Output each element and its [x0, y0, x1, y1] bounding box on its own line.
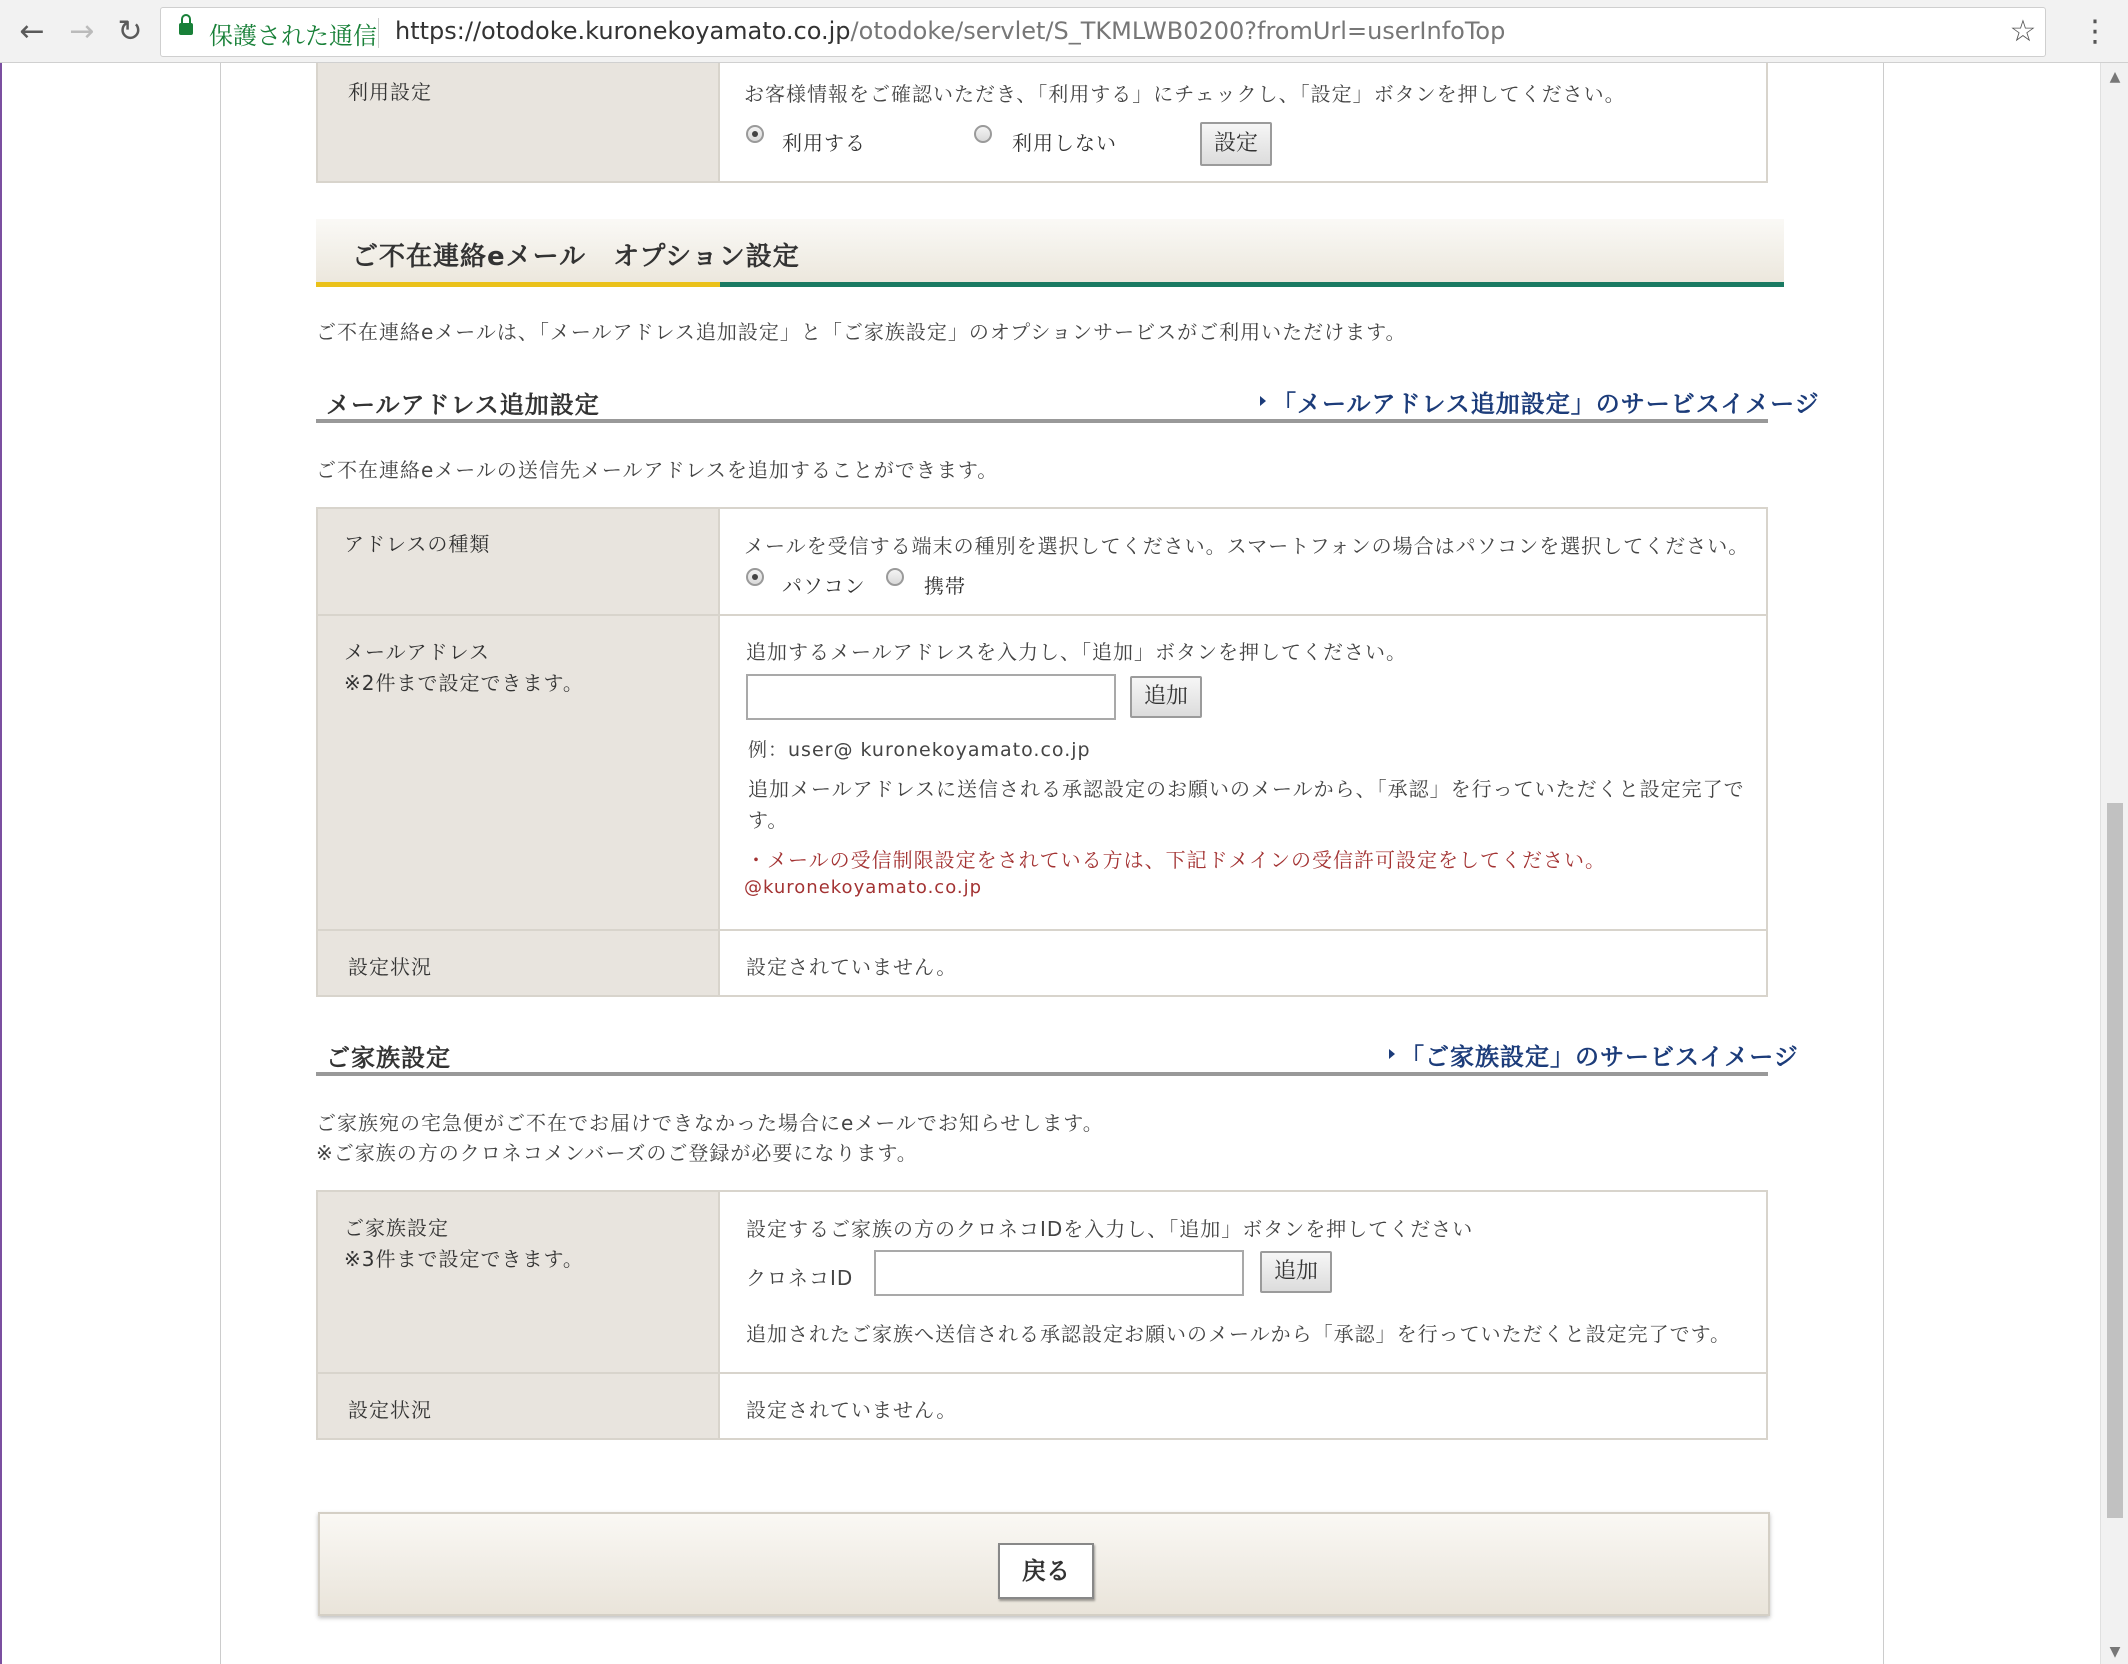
scroll-thumb[interactable]: [2107, 803, 2123, 1518]
kuroneko-id-input[interactable]: [874, 1250, 1244, 1296]
link-arrow-icon: [1389, 1049, 1395, 1059]
mobile-radio-label[interactable]: 携帯: [924, 574, 966, 598]
family-heading: ご家族設定: [326, 1044, 451, 1072]
address-type-value-cell: [718, 507, 1768, 616]
not-use-radio-label[interactable]: 利用しない: [1012, 131, 1117, 155]
mail-address-input[interactable]: [746, 674, 1116, 720]
address-type-instruction: メールを受信する端末の種別を選択してください。スマートフォンの場合はパソコンを選択してください。: [744, 534, 1750, 558]
mail-status-label-cell: [316, 929, 720, 997]
approval-text-line1: 追加メールアドレスに送信される承認設定のお願いのメールから、「承認」を行っていただくと設定完了で: [748, 777, 1745, 801]
option-section-title: ご不在連絡eメール オプション設定: [352, 242, 800, 272]
use-radio[interactable]: [746, 125, 764, 143]
mail-address-description: ご不在連絡eメールの送信先メールアドレスを追加することができます。: [316, 458, 999, 482]
option-section-description: ご不在連絡eメールは、「メールアドレス追加設定」と「ご家族設定」のオプションサービスがご利用いただけます。: [316, 320, 1407, 344]
lock-icon: [179, 23, 193, 35]
section-accent-yellow: [316, 282, 720, 287]
back-button[interactable]: 戻る: [998, 1543, 1094, 1599]
mail-address-instruction: 追加するメールアドレスを入力し、「追加」ボタンを押してください。: [746, 640, 1407, 664]
usage-label-cell: [316, 63, 720, 183]
scroll-down-icon[interactable]: ▼: [2109, 1644, 2121, 1660]
address-type-label: アドレスの種類: [344, 532, 491, 556]
mail-address-divider: [316, 419, 1768, 423]
address-bar[interactable]: [160, 7, 2046, 57]
family-service-link[interactable]: 「ご家族設定」のサービスイメージ: [1400, 1043, 1799, 1071]
url-text[interactable]: [395, 17, 1505, 45]
mail-address-label: メールアドレス: [344, 640, 490, 664]
url-path: /otodoke/servlet/S_TKMLWB0200?fromUrl=userInfoTop: [850, 17, 1506, 45]
receive-restriction-warning: ・メールの受信制限設定をされている方は、下記ドメインの受信許可設定をしてください。: [746, 848, 1606, 872]
browser-menu-icon[interactable]: ⋮: [2080, 14, 2110, 49]
family-add-button[interactable]: 追加: [1260, 1251, 1332, 1293]
usage-label: 利用設定: [348, 80, 432, 104]
family-status-value-cell: [718, 1372, 1768, 1440]
back-icon[interactable]: ←: [19, 14, 45, 49]
pc-radio[interactable]: [746, 568, 764, 586]
usage-set-button[interactable]: 設定: [1200, 122, 1272, 166]
family-instruction: 設定するご家族の方のクロネコIDを入力し、「追加」ボタンを押してください: [746, 1217, 1474, 1241]
browser-toolbar: [0, 0, 2128, 63]
usage-instruction: お客様情報をご確認いただき、「利用する」にチェックし、「設定」ボタンを押してください。: [744, 82, 1626, 106]
approval-text-line2: す。: [748, 808, 789, 832]
family-description-2: ※ご家族の方のクロネコメンバーズのご登録が必要になります。: [316, 1141, 918, 1165]
mail-status-value-cell: [718, 929, 1768, 997]
family-description-1: ご家族宛の宅急便がご不在でお届けできなかった場合にeメールでお知らせします。: [316, 1111, 1104, 1135]
family-label: ご家族設定: [344, 1216, 449, 1240]
family-divider: [316, 1072, 1768, 1076]
family-approval-text: 追加されたご家族へ送信される承認設定お願いのメールから「承認」を行っていただくと設定完了です。: [746, 1322, 1731, 1346]
family-status-label-cell: [316, 1372, 720, 1440]
mail-address-heading: メールアドレス追加設定: [326, 391, 600, 419]
mail-address-label-cell: [316, 614, 720, 931]
mail-status-label: 設定状況: [348, 955, 432, 979]
not-use-radio[interactable]: [974, 125, 992, 143]
family-status-label: 設定状況: [348, 1398, 432, 1422]
address-separator: [378, 18, 379, 48]
link-arrow-icon: [1260, 396, 1266, 406]
section-accent-green: [720, 282, 1784, 287]
family-status-value: 設定されていません。: [746, 1398, 958, 1422]
scroll-up-icon[interactable]: ▲: [2109, 69, 2121, 85]
forward-icon[interactable]: →: [69, 14, 95, 49]
scrollbar[interactable]: [2100, 63, 2128, 1664]
use-radio-label[interactable]: 利用する: [782, 131, 866, 155]
pc-radio-label[interactable]: パソコン: [782, 574, 866, 598]
mobile-radio[interactable]: [886, 568, 904, 586]
family-label-cell: [316, 1190, 720, 1374]
allowed-domain: @kuronekoyamato.co.jp: [744, 877, 983, 898]
bookmark-star-icon[interactable]: ☆: [2009, 14, 2037, 49]
mail-address-service-link[interactable]: 「メールアドレス追加設定」のサービスイメージ: [1272, 390, 1820, 418]
reload-icon[interactable]: ↻: [117, 14, 143, 49]
mail-address-note: ※2件まで設定できます。: [344, 671, 584, 695]
url-host: https://otodoke.kuronekoyamato.co.jp: [395, 17, 851, 45]
mail-address-example: 例：user@ kuronekoyamato.co.jp: [748, 739, 1091, 761]
mail-address-add-button[interactable]: 追加: [1130, 676, 1202, 718]
address-type-label-cell: [316, 507, 720, 616]
mail-status-value: 設定されていません。: [746, 955, 958, 979]
family-note: ※3件まで設定できます。: [344, 1247, 584, 1271]
secure-label: 保護された通信: [209, 22, 377, 50]
kuroneko-id-label: クロネコID: [746, 1266, 854, 1290]
